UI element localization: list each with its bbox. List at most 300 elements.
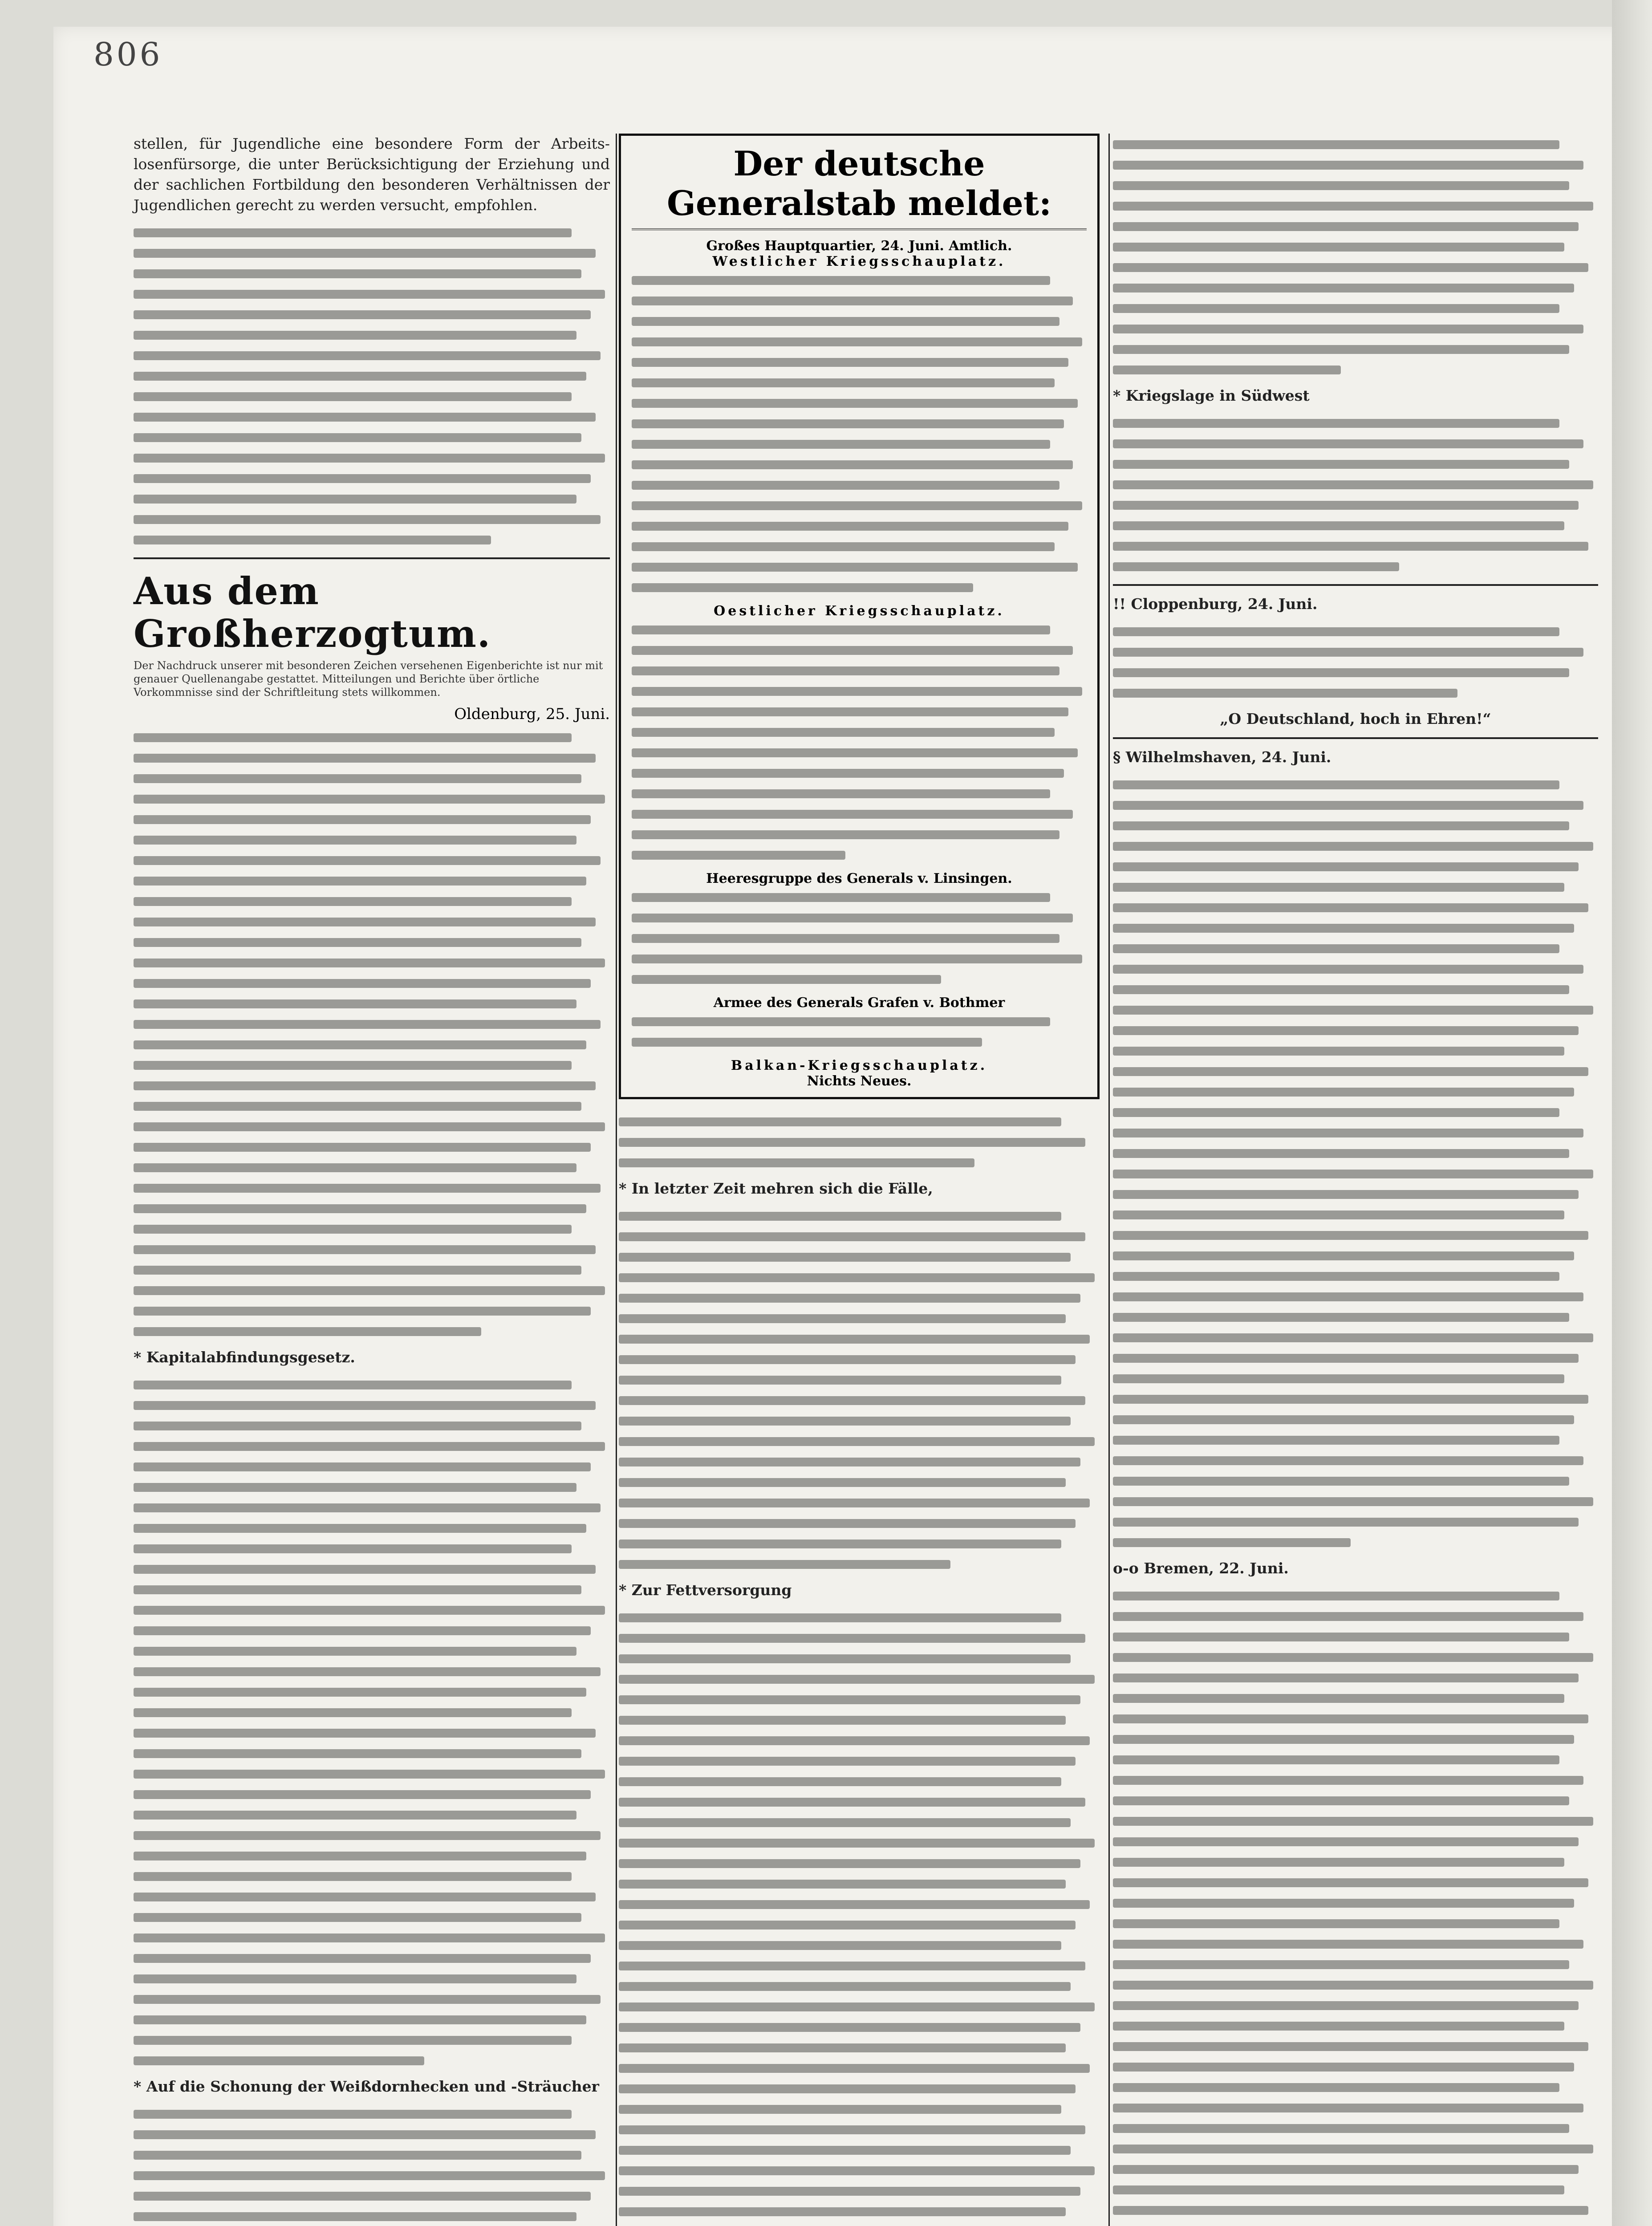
- text-line: [1113, 154, 1598, 175]
- text-line: [1113, 2117, 1598, 2138]
- text-line-bar: [1113, 1612, 1583, 1621]
- text-line: [1113, 412, 1598, 433]
- text-line: [632, 290, 1087, 310]
- text-line-bar: [134, 1770, 605, 1779]
- text-line-bar: [134, 1327, 481, 1336]
- text-line: [619, 2098, 1100, 2119]
- text-line-bar: [619, 1540, 1061, 1548]
- text-line: [1113, 134, 1598, 154]
- text-line: [134, 931, 610, 952]
- text-line: [1113, 897, 1598, 917]
- text-line-bar: [1113, 1919, 1559, 1928]
- text-line: [1113, 917, 1598, 938]
- article-paragraph: [134, 222, 610, 549]
- text-line-bar: [619, 1253, 1071, 1262]
- text-line-bar: [632, 830, 1059, 839]
- text-line: [134, 283, 610, 304]
- text-line-bar: [1113, 801, 1583, 810]
- text-line: [134, 1300, 610, 1320]
- text-line: [134, 2029, 610, 2050]
- text-line-bar: [134, 536, 491, 544]
- text-line-bar: [619, 1675, 1095, 1684]
- text-line-bar: [632, 789, 1050, 798]
- text-line: [632, 536, 1087, 556]
- text-line: [134, 1394, 610, 1415]
- text-line-bar: [632, 378, 1055, 387]
- text-line-bar: [134, 1565, 596, 1574]
- text-line-bar: [1113, 2083, 1559, 2092]
- text-line: [134, 1968, 610, 1988]
- text-line-bar: [632, 646, 1073, 655]
- text-line-bar: [134, 2110, 572, 2119]
- text-line: [1113, 453, 1598, 474]
- text-line: [134, 1136, 610, 1157]
- text-line: [1113, 1749, 1598, 1769]
- text-line-bar: [1113, 181, 1569, 190]
- text-line: [1113, 1470, 1598, 1491]
- text-line: [1113, 1831, 1598, 1851]
- text-line: [134, 1824, 610, 1845]
- text-line: [134, 324, 610, 345]
- text-line: [619, 1832, 1100, 1852]
- text-line: [619, 1349, 1100, 1369]
- text-line-bar: [134, 1852, 586, 1860]
- text-line: [632, 474, 1087, 495]
- text-line-bar: [1113, 1251, 1574, 1260]
- text-line-bar: [134, 1974, 576, 1983]
- text-line-bar: [1113, 439, 1583, 448]
- text-line: [1113, 1954, 1598, 1974]
- text-line-bar: [619, 1355, 1076, 1364]
- text-line-bar: [619, 2003, 1095, 2011]
- text-line: [134, 911, 610, 931]
- article-paragraph: [619, 1178, 1100, 1199]
- text-line-bar: [632, 419, 1064, 428]
- text-line-bar: [1113, 1633, 1569, 1641]
- article-paragraph: [1113, 134, 1598, 379]
- text-line: [1113, 1245, 1598, 1265]
- text-line: [619, 1709, 1100, 1730]
- text-line: [134, 1456, 610, 1476]
- text-line-bar: [1113, 1354, 1579, 1363]
- text-line: [134, 1763, 610, 1783]
- text-line: [134, 1722, 610, 1743]
- text-line-bar: [134, 433, 581, 442]
- text-line: [619, 1812, 1100, 1832]
- text-line: [619, 1730, 1100, 1750]
- text-line-bar: [134, 1585, 581, 1594]
- text-line: [134, 1415, 610, 1435]
- text-line: [1113, 1409, 1598, 1429]
- paragraph-lead: o-o Bremen, 22. Juni.: [1113, 1560, 1289, 1577]
- report-paragraph: [632, 886, 1087, 989]
- text-line: [632, 948, 1087, 968]
- text-line: [1113, 1122, 1598, 1142]
- text-line: [134, 365, 610, 386]
- article-paragraph: [134, 2076, 610, 2097]
- text-line: [1113, 1667, 1598, 1687]
- text-line-bar: [632, 297, 1073, 305]
- text-line-bar: [619, 1396, 1085, 1405]
- text-line: [632, 844, 1087, 865]
- text-line: [632, 392, 1087, 413]
- text-line-bar: [134, 979, 591, 988]
- section-divider: [1113, 584, 1598, 586]
- text-line-bar: [632, 358, 1068, 367]
- text-line: [619, 1996, 1100, 2016]
- text-line: [134, 345, 610, 365]
- text-line-bar: [1113, 222, 1579, 231]
- text-line-bar: [134, 1790, 591, 1799]
- text-line-bar: [134, 1442, 605, 1451]
- text-line: [134, 890, 610, 911]
- text-line-bar: [1113, 1960, 1569, 1969]
- text-line: [632, 619, 1087, 639]
- text-line: [134, 849, 610, 870]
- text-line-bar: [134, 2056, 424, 2065]
- text-line-bar: [1113, 501, 1579, 510]
- text-line-bar: [619, 2146, 1071, 2155]
- text-line-bar: [1113, 2022, 1564, 2031]
- text-line-bar: [134, 1934, 605, 1942]
- text-line: [134, 386, 610, 406]
- text-line-bar: [134, 495, 576, 504]
- text-line-bar: [1113, 161, 1583, 170]
- text-line-bar: [1113, 1755, 1559, 1764]
- text-line-bar: [134, 228, 572, 237]
- text-line: [134, 242, 610, 263]
- text-line-bar: [134, 269, 581, 278]
- article-paragraph: [619, 1607, 1100, 2226]
- nothing-new: Nichts Neues.: [807, 1073, 912, 1089]
- text-line: [619, 1267, 1100, 1287]
- text-line: [134, 1374, 610, 1394]
- article-paragraph: [1113, 1585, 1598, 2226]
- text-line: [632, 310, 1087, 331]
- text-line-bar: [1113, 1210, 1564, 1219]
- text-line-bar: [1113, 1981, 1593, 1990]
- text-line-bar: [134, 1286, 605, 1295]
- text-line: [134, 1988, 610, 2009]
- text-line-bar: [1113, 140, 1559, 149]
- text-line: [1113, 1142, 1598, 1163]
- text-line: [134, 406, 610, 427]
- text-line: [134, 1259, 610, 1280]
- text-line-bar: [632, 914, 1073, 922]
- text-line: [632, 495, 1087, 515]
- text-line-bar: [1113, 1047, 1564, 1056]
- text-line: [619, 1512, 1100, 1533]
- text-line-bar: [1113, 1333, 1593, 1342]
- article-paragraph: [619, 1580, 1100, 1600]
- intro-text: stellen, für Jugendliche eine besondere Form der Arbeits-losenfürsorge, die unter Berücksichtigung der Erziehung und der sachlichen Fortbildung den besonderen Verhältnissen der Jugendlichen gerecht zu werden versucht, empfohlen.: [134, 135, 610, 214]
- text-line-bar: [134, 1163, 576, 1172]
- text-line: [1113, 1790, 1598, 1810]
- text-line: [134, 1599, 610, 1620]
- text-line: [134, 1886, 610, 1906]
- text-line-bar: [134, 351, 601, 360]
- text-line-bar: [134, 1913, 581, 1922]
- paragraph-lead: * Auf die Schonung der Weißdornhecken und -Sträucher: [134, 2078, 599, 2095]
- text-line: [619, 1852, 1100, 1873]
- front-heading-west: Westlicher Kriegsschauplatz.: [712, 254, 1006, 269]
- text-line-bar: [1113, 1292, 1583, 1301]
- article-paragraph: [134, 134, 610, 215]
- text-line-bar: [1113, 1817, 1593, 1826]
- text-line: [1113, 1306, 1598, 1327]
- text-line: [619, 1914, 1100, 1934]
- text-line-bar: [1113, 284, 1574, 292]
- column-divider: [616, 134, 617, 2226]
- text-line-bar: [1113, 1674, 1579, 1682]
- text-line-bar: [632, 810, 1073, 819]
- text-line-bar: [1113, 1006, 1593, 1015]
- text-line-bar: [1113, 821, 1569, 830]
- text-line: [1113, 1646, 1598, 1667]
- text-line-bar: [619, 1839, 1095, 1848]
- text-line: [1113, 1327, 1598, 1347]
- text-line-bar: [619, 1982, 1071, 1991]
- text-line-bar: [134, 454, 605, 463]
- text-line-bar: [1113, 648, 1583, 657]
- text-line-bar: [134, 1184, 601, 1193]
- text-line: [1113, 2199, 1598, 2220]
- text-line: [1113, 1224, 1598, 1245]
- text-line: [632, 660, 1087, 680]
- text-line: [134, 2185, 610, 2206]
- text-line-bar: [134, 1606, 605, 1615]
- text-line-bar: [619, 2187, 1080, 2196]
- text-line-bar: [619, 1138, 1085, 1147]
- text-line-bar: [134, 733, 572, 742]
- text-line: [134, 1517, 610, 1538]
- text-line: [619, 2057, 1100, 2078]
- text-line-bar: [1113, 1858, 1564, 1867]
- text-line: [134, 427, 610, 447]
- text-line: [1113, 1585, 1598, 1605]
- text-line-bar: [1113, 1067, 1588, 1076]
- text-line: [632, 1011, 1087, 1031]
- text-line-bar: [134, 331, 576, 340]
- text-line-bar: [619, 1757, 1076, 1766]
- text-line-bar: [1113, 1477, 1569, 1486]
- article-paragraph: [134, 1374, 610, 2070]
- text-line-bar: [134, 1102, 581, 1111]
- text-line-bar: [1113, 542, 1588, 551]
- column-left: [134, 134, 610, 2226]
- text-line-bar: [632, 1017, 1050, 1026]
- text-line: [619, 1533, 1100, 1553]
- text-line-bar: [632, 460, 1073, 469]
- text-line: [134, 1476, 610, 1497]
- text-line: [1113, 175, 1598, 195]
- text-line-bar: [1113, 924, 1574, 933]
- text-line: [1113, 999, 1598, 1020]
- text-line-bar: [632, 626, 1050, 634]
- text-line: [134, 1558, 610, 1579]
- text-line-bar: [619, 2043, 1066, 2052]
- text-line-bar: [134, 2015, 586, 2024]
- text-line-bar: [134, 1307, 591, 1316]
- text-line: [1113, 1687, 1598, 1708]
- text-line: [632, 577, 1087, 597]
- text-line-bar: [1113, 2042, 1588, 2051]
- column-divider: [1108, 134, 1110, 2226]
- text-line-bar: [619, 1798, 1085, 1807]
- text-line: [632, 331, 1087, 351]
- text-line: [134, 1157, 610, 1177]
- report-paragraph: [632, 269, 1087, 597]
- text-line-bar: [619, 1335, 1090, 1344]
- text-line-bar: [134, 1266, 581, 1275]
- text-line-bar: [619, 2023, 1080, 2032]
- text-line: [619, 1287, 1100, 1308]
- text-line-bar: [632, 687, 1082, 696]
- text-line: [1113, 835, 1598, 856]
- reprint-note: Der Nachdruck unserer mit besonderen Zeichen versehenen Eigenberichte ist nur mit genauer Quellenangabe gestattet. Mitteilungen und Berichte über örtliche Vorkommnisse sind der Schriftleitung stets willkommen.: [134, 659, 603, 699]
- text-line: [134, 1620, 610, 1640]
- text-line-bar: [1113, 562, 1399, 571]
- text-line-bar: [619, 1654, 1071, 1663]
- text-line: [632, 413, 1087, 433]
- text-line-bar: [632, 748, 1078, 757]
- text-line-bar: [134, 1061, 572, 1070]
- text-line-bar: [1113, 689, 1457, 698]
- text-line-bar: [134, 1524, 586, 1533]
- text-line: [1113, 494, 1598, 515]
- text-line-bar: [1113, 1653, 1593, 1662]
- column-right: [1113, 134, 1598, 2226]
- text-line: [619, 1771, 1100, 1791]
- text-line-bar: [632, 975, 941, 984]
- text-line: [1113, 1933, 1598, 1954]
- text-line: [134, 2050, 610, 2070]
- text-line: [632, 680, 1087, 701]
- text-line-bar: [134, 1544, 572, 1553]
- text-line-bar: [1113, 1272, 1559, 1281]
- text-line-bar: [632, 399, 1078, 408]
- text-line: [632, 886, 1087, 907]
- article-paragraph: [1113, 747, 1598, 768]
- text-line-bar: [1113, 1374, 1564, 1383]
- text-line: [1113, 1708, 1598, 1728]
- text-line: [632, 803, 1087, 824]
- text-line-bar: [619, 1458, 1080, 1466]
- text-line-bar: [632, 851, 845, 860]
- text-line: [134, 447, 610, 467]
- text-line-bar: [1113, 1592, 1559, 1600]
- text-line: [134, 467, 610, 488]
- text-line: [1113, 556, 1598, 576]
- text-line-bar: [619, 1314, 1066, 1323]
- text-line-bar: [1113, 1026, 1579, 1035]
- text-line: [1113, 1450, 1598, 1470]
- text-line-bar: [619, 1376, 1061, 1385]
- quote-line: [1113, 709, 1598, 729]
- text-line-bar: [1113, 419, 1559, 428]
- text-line: [619, 1975, 1100, 1996]
- text-line-bar: [619, 2105, 1061, 2114]
- text-line: [619, 1246, 1100, 1267]
- article-paragraph: [619, 1111, 1100, 1172]
- text-line: [1113, 938, 1598, 958]
- text-line-bar: [1113, 1129, 1583, 1137]
- text-line: [1113, 2158, 1598, 2179]
- text-line-bar: [134, 1040, 586, 1049]
- article-paragraph: [134, 2103, 610, 2226]
- text-line: [619, 1893, 1100, 1914]
- text-line-bar: [632, 728, 1055, 737]
- text-line-bar: [619, 2084, 1076, 2093]
- text-line-bar: [1113, 521, 1564, 530]
- text-line-bar: [1113, 1170, 1593, 1178]
- text-line-bar: [134, 1954, 591, 1963]
- text-line: [1113, 1265, 1598, 1286]
- box-title: Der deutsche Generalstab meldet:: [632, 144, 1087, 230]
- text-line-bar: [632, 542, 1055, 551]
- text-line-bar: [134, 1503, 601, 1512]
- text-line: [134, 1177, 610, 1198]
- text-line-bar: [1113, 2001, 1579, 2010]
- text-line: [1113, 1851, 1598, 1872]
- text-line: [632, 701, 1087, 721]
- text-line-bar: [1113, 985, 1569, 994]
- paragraph-lead: !! Cloppenburg, 24. Juni.: [1113, 595, 1318, 613]
- text-line: [1113, 1531, 1598, 1552]
- text-line: [134, 870, 610, 890]
- text-line: [1113, 1060, 1598, 1081]
- text-line: [1113, 515, 1598, 535]
- text-line: [632, 515, 1087, 536]
- text-line: [134, 972, 610, 993]
- text-line-bar: [619, 1716, 1066, 1725]
- text-line-bar: [1113, 2063, 1574, 2072]
- text-line: [134, 1927, 610, 1947]
- text-line: [619, 2078, 1100, 2098]
- text-line: [632, 742, 1087, 762]
- text-line-bar: [1113, 965, 1583, 974]
- text-line: [134, 1320, 610, 1341]
- text-line: [134, 2206, 610, 2226]
- paragraph-lead: * Kriegslage in Südwest: [1113, 387, 1310, 404]
- text-line: [1113, 856, 1598, 876]
- text-line: [619, 1410, 1100, 1430]
- text-line: [134, 1198, 610, 1218]
- text-line: [619, 1451, 1100, 1471]
- text-line-bar: [134, 1831, 601, 1840]
- text-line-bar: [619, 2207, 1066, 2216]
- text-line-bar: [1113, 1456, 1583, 1465]
- text-line: [1113, 641, 1598, 662]
- text-line: [1113, 535, 1598, 556]
- text-line-bar: [1113, 1088, 1574, 1097]
- article-paragraph: [1113, 774, 1598, 1552]
- text-line: [1113, 433, 1598, 453]
- text-line: [619, 1131, 1100, 1152]
- text-line: [1113, 1347, 1598, 1368]
- text-line: [134, 1013, 610, 1034]
- text-line: [1113, 1368, 1598, 1388]
- text-line-bar: [1113, 627, 1559, 636]
- text-line: [1113, 1872, 1598, 1892]
- text-line-bar: [619, 1499, 1090, 1507]
- text-line: [134, 1681, 610, 1702]
- text-line-bar: [134, 1626, 591, 1635]
- text-line-bar: [134, 1667, 601, 1676]
- text-line: [1113, 1081, 1598, 1101]
- text-line-bar: [1113, 2124, 1569, 2133]
- text-line-bar: [134, 1020, 601, 1029]
